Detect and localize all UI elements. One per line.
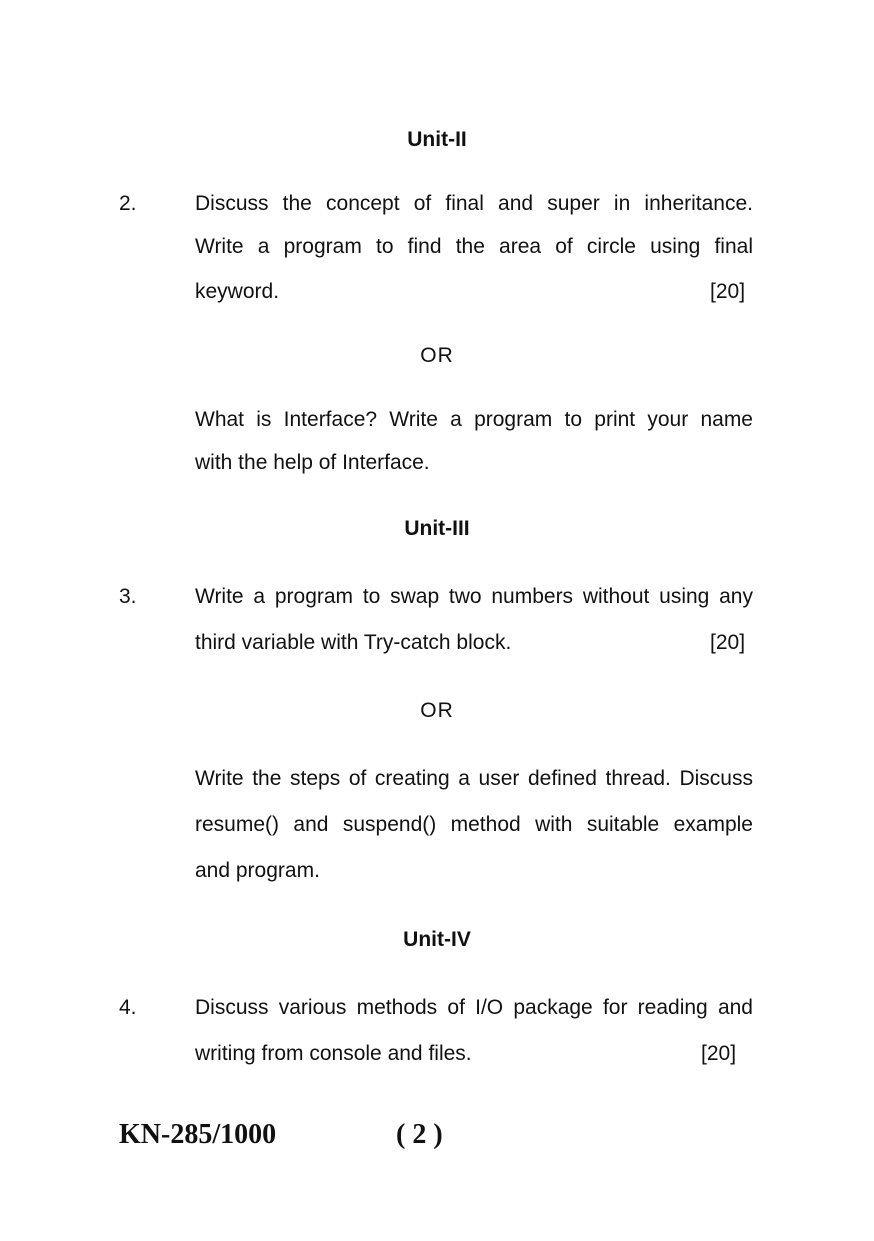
question-text-line: Discuss the concept of final and super in inheritance. — [195, 192, 753, 215]
unit-heading: Unit-IV — [403, 928, 471, 951]
question-text-line: with the help of Interface. — [195, 451, 430, 474]
question-text-line: Write the steps of creating a user defined thread. Discuss — [195, 767, 753, 790]
question-text-line: What is Interface? Write a program to print your name — [195, 408, 753, 431]
question-text-line: Write a program to find the area of circle using final — [195, 235, 753, 258]
question-text-line: writing from console and files. — [195, 1042, 472, 1065]
marks-label: [20] — [701, 1042, 737, 1065]
question-text-line: Discuss various methods of I/O package for reading and — [195, 996, 753, 1019]
question-text-line: Write a program to swap two numbers without using any — [195, 585, 753, 608]
paper-code: KN-285/1000 — [119, 1119, 277, 1150]
or-separator: OR — [420, 699, 454, 722]
question-number: 2. — [119, 192, 137, 215]
or-separator: OR — [420, 344, 454, 367]
question-number: 4. — [119, 996, 137, 1019]
question-text-line: keyword. — [195, 280, 280, 303]
question-text-line: and program. — [195, 859, 320, 882]
marks-label: [20] — [710, 631, 746, 654]
question-number: 3. — [119, 585, 137, 608]
page-number: ( 2 ) — [396, 1119, 443, 1150]
question-text-line: third variable with Try-catch block. — [195, 631, 512, 654]
question-text-line: resume() and suspend() method with suitable example — [195, 813, 753, 836]
unit-heading: Unit-II — [407, 128, 467, 151]
unit-heading: Unit-III — [404, 517, 470, 540]
marks-label: [20] — [710, 280, 746, 303]
